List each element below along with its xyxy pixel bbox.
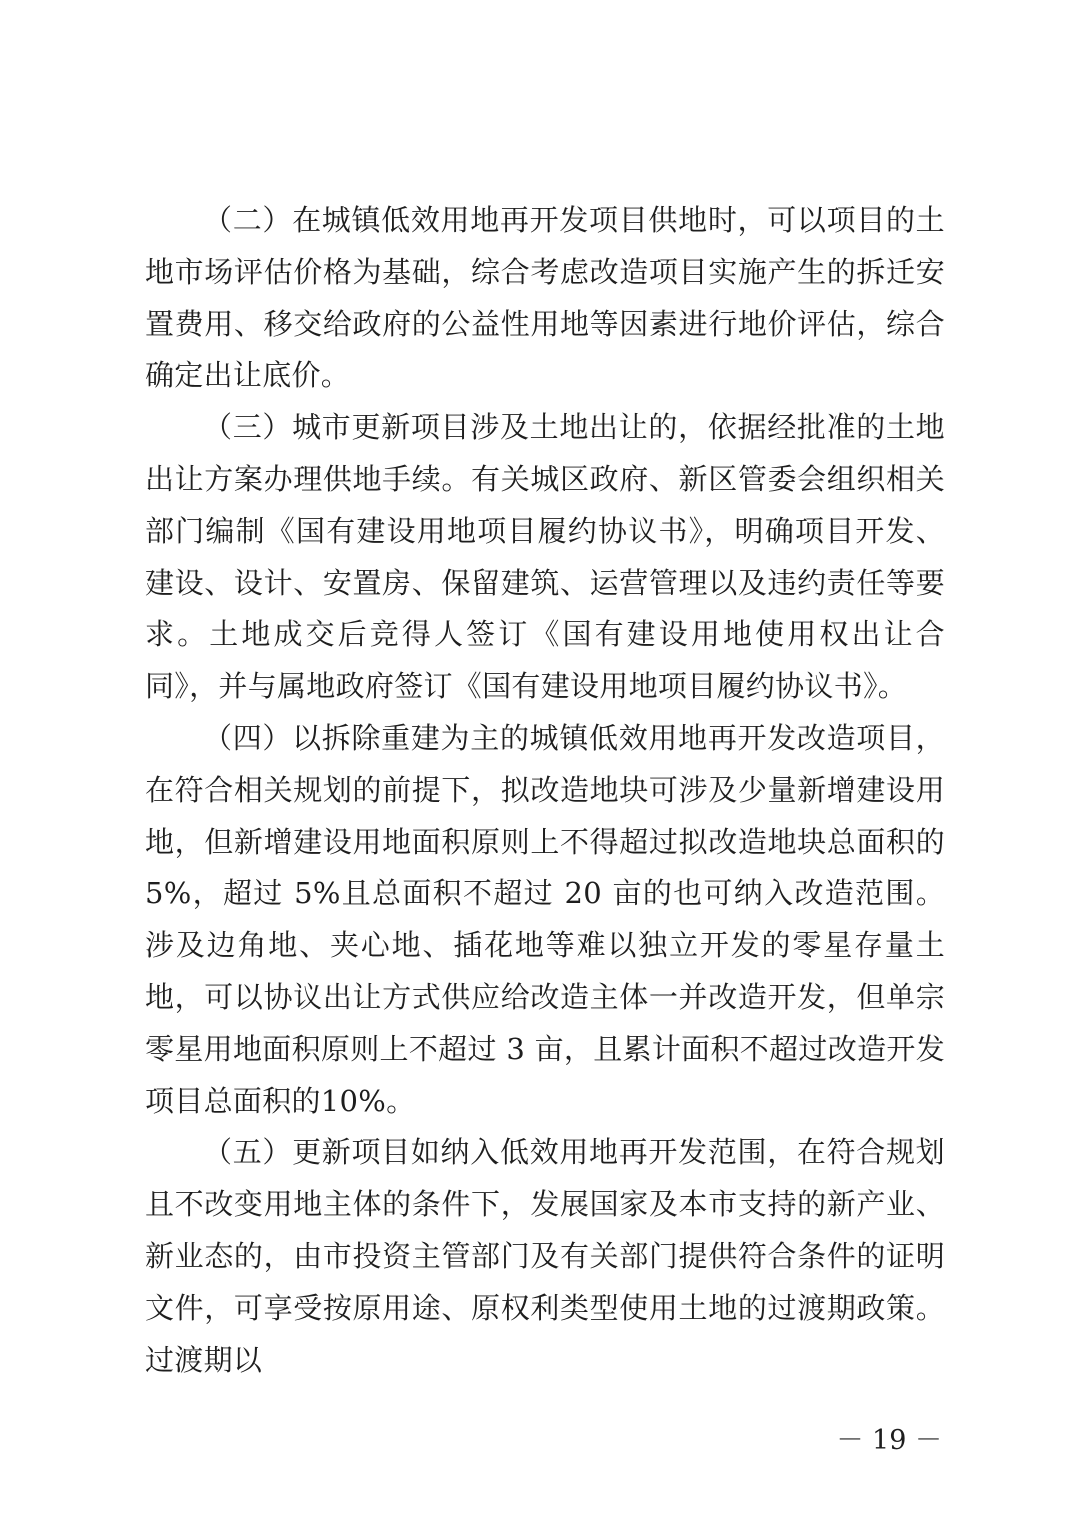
page-number: － 19 － (836, 1425, 942, 1456)
paragraph-2: （二）在城镇低效用地再开发项目供地时，可以项目的土地市场评估价格为基础，综合考虑改造项目实施产生的拆迁安置费用、移交给政府的公益性用地等因素进行地价评估，综合确定出让底价。 (145, 203, 945, 393)
paragraph-5: （五）更新项目如纳入低效用地再开发范围，在符合规划且不改变用地主体的条件下，发展国家及本市支持的新产业、新业态的，由市投资主管部门及有关部门提供符合条件的证明文件，可享受按原用途、原权利类型使用土地的过渡期政策。过渡期以 (145, 1135, 945, 1377)
document-body (145, 195, 945, 1386)
paragraph-3: （三）城市更新项目涉及土地出让的，依据经批准的土地出让方案办理供地手续。有关城区政府、新区管委会组织相关部门编制《国有建设用地项目履约协议书》，明确项目开发、建设、设计、安置房、保留建筑、运营管理以及违约责任等要求。土地成交后竞得人签订《国有建设用地使用权出让合同》，并与属地政府签订《国有建设用地项目履约协议书》。 (145, 410, 945, 704)
paragraph-4: （四）以拆除重建为主的城镇低效用地再开发改造项目，在符合相关规划的前提下，拟改造地块可涉及少量新增建设用地，但新增建设用地面积原则上不得超过拟改造地块总面积的 5%，超过 5%且总面积不超过 20 亩的也可纳入改造范围。涉及边角地、夹心地、插花地等难以独立开发的零星存量土地，可以协议出让方式供应给改造主体一并改造开发，但单宗零星用地面积原则上不超过 3 亩，且累计面积不超过改造开发项目总面积的10%。 (145, 720, 945, 1118)
